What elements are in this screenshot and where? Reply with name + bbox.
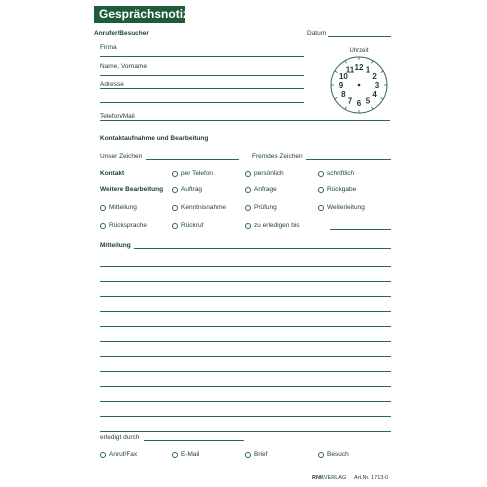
message-line[interactable] xyxy=(100,386,391,387)
phone-line[interactable] xyxy=(100,120,390,121)
clock-number: 6 xyxy=(356,99,362,108)
checkbox-per-telefon[interactable]: per Telefon xyxy=(172,170,213,177)
message-line[interactable] xyxy=(100,356,391,357)
clock-number: 4 xyxy=(372,90,377,99)
phone-label: Telefon/Mail xyxy=(100,113,135,120)
address-label: Adresse xyxy=(100,81,124,88)
address-line-2[interactable] xyxy=(100,102,304,103)
form-title: Gesprächsnotiz xyxy=(94,6,185,23)
checkbox-ruecksprache[interactable]: Rücksprache xyxy=(100,222,147,229)
company-label: Firma xyxy=(100,44,117,51)
caller-heading: Anrufer/Besucher xyxy=(94,30,149,37)
clock-number: 11 xyxy=(345,65,355,75)
message-line-0[interactable] xyxy=(134,248,391,249)
message-line[interactable] xyxy=(100,326,391,327)
message-line[interactable] xyxy=(100,281,391,282)
message-line[interactable] xyxy=(100,296,391,297)
checkbox-weiterleitung[interactable]: Weiterleitung xyxy=(318,204,365,211)
our-ref-line[interactable] xyxy=(146,159,239,160)
clock-tick xyxy=(372,61,374,64)
date-label: Datum xyxy=(307,30,327,37)
clock-number: 10 xyxy=(338,72,348,81)
clock-number: 2 xyxy=(372,72,377,81)
clock-number: 7 xyxy=(347,96,353,106)
due-date-line[interactable] xyxy=(330,229,391,230)
checkbox-mitteilung[interactable]: Mitteilung xyxy=(100,204,137,211)
footer-publisher xyxy=(312,475,346,481)
date-line[interactable] xyxy=(328,36,391,37)
checkbox-rueckgabe[interactable]: Rückgabe xyxy=(318,186,356,193)
clock-tick xyxy=(381,98,384,100)
checkbox-zu-erledigen-bis[interactable]: zu erledigen bis xyxy=(245,222,300,229)
clock-tick xyxy=(335,98,338,100)
checkbox-email[interactable]: E-Mail xyxy=(172,451,199,458)
footer-verlag: VERLAG xyxy=(323,475,347,481)
clock-number: 3 xyxy=(374,81,380,90)
message-line[interactable] xyxy=(100,266,391,267)
their-ref-line[interactable] xyxy=(306,159,391,160)
message-line[interactable] xyxy=(100,401,391,402)
clock-label: Uhrzeit xyxy=(349,48,369,54)
done-by-label: erledigt durch xyxy=(100,434,140,441)
clock-tick xyxy=(345,107,347,110)
message-line[interactable] xyxy=(100,431,391,432)
checkbox-brief[interactable]: Brief xyxy=(245,451,267,458)
processing-label: Weitere Bearbeitung xyxy=(100,186,164,193)
clock-number: 5 xyxy=(365,96,371,106)
address-line-1[interactable] xyxy=(100,88,304,89)
clock-center xyxy=(358,84,361,87)
clock-tick xyxy=(372,107,374,110)
name-label: Name, Vorname xyxy=(100,63,147,70)
checkbox-schriftlich[interactable]: schriftlich xyxy=(318,170,354,177)
clock-number: 9 xyxy=(338,81,344,90)
clock-tick xyxy=(335,71,338,73)
message-line[interactable] xyxy=(100,371,391,372)
company-line[interactable] xyxy=(100,56,304,57)
clock-number: 12 xyxy=(354,63,364,72)
checkbox-pruefung[interactable]: Prüfung xyxy=(245,204,277,211)
clock-icon xyxy=(326,44,392,116)
checkbox-anruf-fax[interactable]: Anruf/Fax xyxy=(100,451,137,458)
name-line[interactable] xyxy=(100,75,304,76)
clock-tick xyxy=(381,71,384,73)
checkbox-kenntnisnahme[interactable]: Kenntnisnahme xyxy=(172,204,226,211)
clock-number: 8 xyxy=(341,90,346,99)
message-heading: Mitteilung xyxy=(100,242,131,249)
clock-number: 1 xyxy=(365,65,371,75)
done-by-line[interactable] xyxy=(144,440,244,441)
message-line[interactable] xyxy=(100,311,391,312)
contact-label: Kontakt xyxy=(100,170,125,177)
message-line[interactable] xyxy=(100,416,391,417)
their-ref-label: Fremdes Zeichen xyxy=(252,153,303,160)
checkbox-anfrage[interactable]: Anfrage xyxy=(245,186,277,193)
message-line[interactable] xyxy=(100,341,391,342)
clock-tick xyxy=(345,61,347,64)
our-ref-label: Unser Zeichen xyxy=(100,153,143,160)
checkbox-besuch[interactable]: Besuch xyxy=(318,451,349,458)
checkbox-persoenlich[interactable]: persönlich xyxy=(245,170,284,177)
footer-brand: RNK xyxy=(312,475,324,481)
checkbox-rueckruf[interactable]: Rückruf xyxy=(172,222,203,229)
footer-art-nr: Art.Nr. 1713-0 xyxy=(354,475,389,481)
checkbox-auftrag[interactable]: Auftrag xyxy=(172,186,202,193)
contact-section-heading: Kontaktaufnahme und Bearbeitung xyxy=(100,135,209,142)
